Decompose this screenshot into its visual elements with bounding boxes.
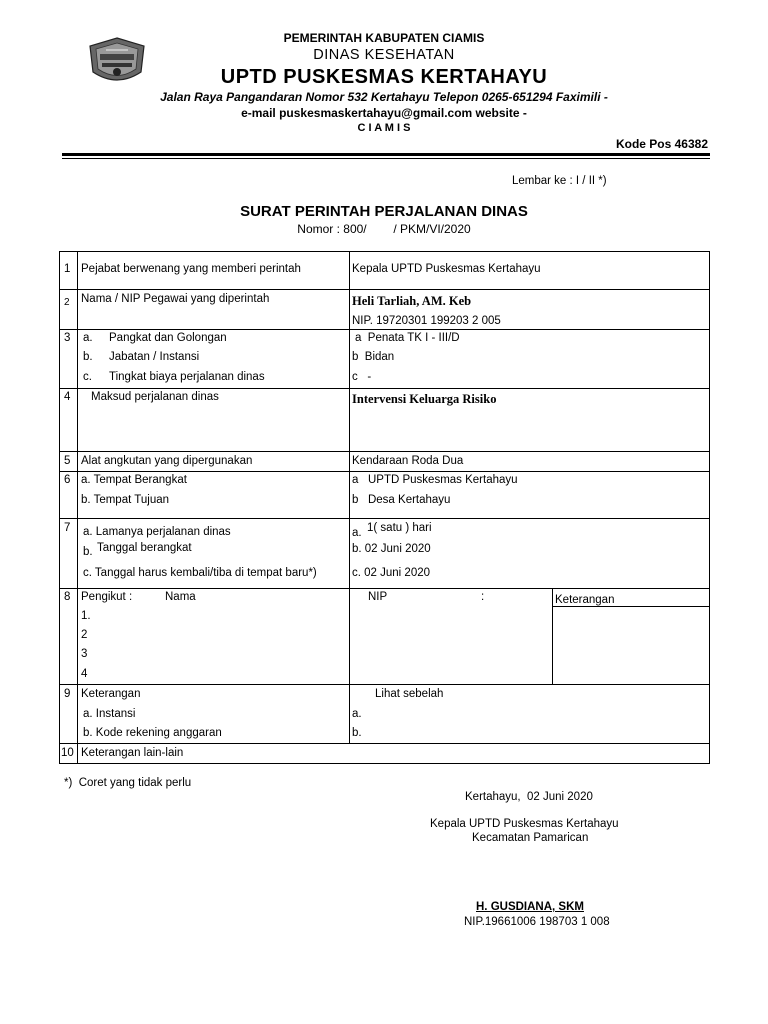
- row-value: Kepala UPTD Puskesmas Kertahayu: [352, 263, 541, 275]
- budget-code-value: b.: [352, 727, 362, 739]
- row-number: 3: [64, 332, 71, 344]
- destination-value: b Desa Kertahayu: [352, 494, 451, 506]
- cost-level-value: c -: [352, 371, 372, 383]
- rank-value: a Penata TK I - III/D: [355, 332, 460, 344]
- header-divider-thin: [62, 158, 710, 159]
- document-title: SURAT PERINTAH PERJALANAN DINAS: [240, 203, 528, 220]
- row-number: 1: [64, 263, 71, 275]
- row-number: 9: [64, 688, 71, 700]
- sheet-number: Lembar ke : I / II *): [512, 175, 607, 187]
- row-number: 8: [64, 591, 71, 603]
- row-label: b. Tempat Tujuan: [81, 494, 170, 506]
- header-agency: DINAS KESEHATAN: [313, 47, 455, 63]
- row-label: Maksud perjalanan dinas: [91, 391, 219, 403]
- list-item: 4: [81, 668, 88, 680]
- row-number: 4: [64, 391, 71, 403]
- item-prefix: a.: [83, 332, 93, 344]
- departure-date-value: b. 02 Juni 2020: [352, 543, 431, 555]
- employee-nip: NIP. 19720301 199203 2 005: [352, 315, 501, 327]
- row-label: a. Instansi: [83, 708, 136, 720]
- postal-code: Kode Pos 46382: [615, 137, 708, 151]
- place-date: Kertahayu, 02 Juni 2020: [465, 791, 593, 803]
- agency-value: a.: [352, 708, 362, 720]
- see-reverse-value: Lihat sebelah: [375, 688, 444, 700]
- row-label: Tingkat biaya perjalanan dinas: [109, 371, 265, 383]
- departure-value: a UPTD Puskesmas Kertahayu: [352, 474, 518, 486]
- purpose-value: Intervensi Keluarga Risiko: [352, 392, 497, 406]
- document-number: Nomor : 800/ / PKM/VI/2020: [297, 222, 471, 236]
- row-label: Alat angkutan yang dipergunakan: [81, 455, 253, 467]
- row-label: Jabatan / Instansi: [109, 351, 200, 363]
- item-prefix: a.: [352, 527, 362, 539]
- name-column-header: Nama: [165, 591, 196, 603]
- duration-value: 1( satu ) hari: [367, 522, 432, 534]
- item-prefix: c.: [83, 371, 92, 383]
- row-label: Keterangan: [81, 688, 141, 700]
- row-number: 6: [64, 474, 71, 486]
- signer-nip: NIP.19661006 198703 1 008: [464, 916, 610, 928]
- signer-position: Kepala UPTD Puskesmas Kertahayu: [430, 818, 619, 830]
- position-value: b Bidan: [352, 351, 395, 363]
- header-city: C I A M I S: [357, 122, 411, 134]
- footnote: *) Coret yang tidak perlu: [64, 777, 192, 789]
- header-institution: UPTD PUSKESMAS KERTAHAYU: [220, 66, 548, 88]
- row-label: Tanggal berangkat: [97, 542, 192, 554]
- header-divider: [62, 153, 710, 156]
- row-label: a. Tempat Berangkat: [81, 474, 187, 486]
- nip-colon: :: [481, 591, 485, 603]
- row-number: 7: [64, 522, 71, 534]
- item-prefix: b.: [83, 351, 93, 363]
- list-item: 1.: [81, 610, 91, 622]
- notes-column-header: Keterangan: [555, 594, 615, 606]
- row-label: Pangkat dan Golongan: [109, 332, 227, 344]
- row-number: 2: [64, 297, 70, 308]
- row-label: b. Kode rekening anggaran: [83, 727, 222, 739]
- nip-column-header: NIP: [368, 591, 388, 603]
- followers-label: Pengikut :: [81, 591, 133, 603]
- list-item: 3: [81, 648, 88, 660]
- header-email: e-mail puskesmaskertahayu@gmail.com website -: [241, 106, 527, 120]
- item-prefix: b.: [83, 546, 93, 558]
- signer-subdistrict: Kecamatan Pamarican: [472, 832, 589, 844]
- employee-name: Heli Tarliah, AM. Keb: [352, 294, 472, 308]
- list-item: 2: [81, 629, 88, 641]
- header-address: Jalan Raya Pangandaran Nomor 532 Kertahayu Telepon 0265-651294 Faximili -: [160, 90, 608, 104]
- signer-name: H. GUSDIANA, SKM: [476, 901, 584, 913]
- row-label: Keterangan lain-lain: [81, 747, 184, 759]
- row-label: Pejabat berwenang yang memberi perintah: [81, 263, 301, 275]
- row-label: Nama / NIP Pegawai yang diperintah: [81, 293, 270, 305]
- row-label: a. Lamanya perjalanan dinas: [83, 526, 231, 538]
- return-date-value: c. 02 Juni 2020: [352, 567, 431, 579]
- row-number: 5: [64, 455, 71, 467]
- header-government: PEMERINTAH KABUPATEN CIAMIS: [283, 31, 485, 45]
- row-number: 10: [61, 747, 74, 759]
- row-label: c. Tanggal harus kembali/tiba di tempat baru*): [83, 567, 317, 579]
- transport-value: Kendaraan Roda Dua: [352, 455, 464, 467]
